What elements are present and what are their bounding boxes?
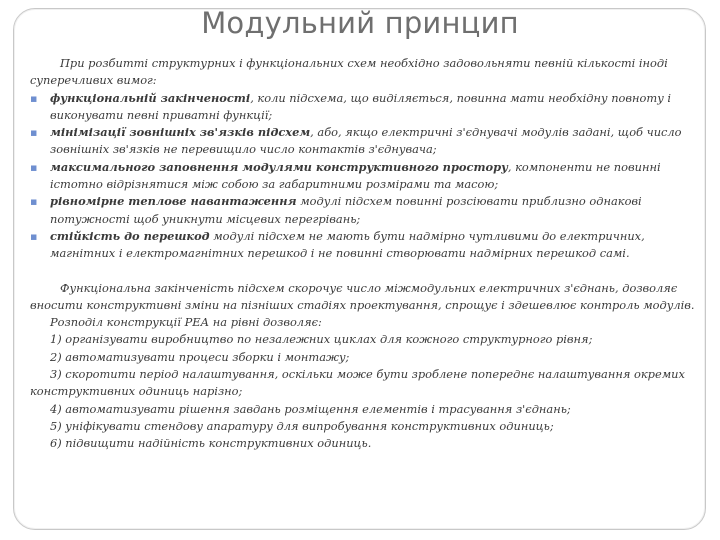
bullet-text: модулі підсхем повинні розсіювати приблизно однакові потужності щоб уникнути місцевих перегрівань; [50, 194, 642, 226]
numbered-item: 5) уніфікувати стендову апаратуру для випробування конструктивних одиниць; [50, 418, 554, 433]
slide-body [30, 55, 698, 453]
requirements-list [30, 90, 698, 263]
list-intro: Розподіл конструкції РЕА на рівні дозволяє: [50, 315, 322, 330]
bullet-text: модулі підсхем не мають бути надмірно чутливими до електричних, магнітних і електромагнітних перешкод і не повинні створювати надмірних перешкод самі. [50, 228, 645, 261]
list-item [30, 159, 698, 194]
bullet-text: , коли підсхема, що виділяється, повинна мати необхідну повноту і виконувати певні приватні функції; [50, 90, 672, 122]
intro-paragraph: При розбитті структурних і функціональних схем необхідно задовольняти певній кількості іноді суперечливих вимог: [30, 56, 668, 88]
numbered-item: 2) автоматизувати процеси зборки і монтажу; [50, 349, 350, 364]
bullet-text: , або, якщо електричні з'єднувачі модулів задані, щоб число зовнішніх зв'язків не перевищило число контактів з'єднувача; [50, 125, 682, 157]
numbered-item: 4) автоматизувати рішення завдань розміщення елементів і трасування з'єднань; [50, 401, 571, 416]
numbered-item: 3) скоротити період налаштування, оскільки може бути зроблене попереднє налаштування окремих конструктивних одиниць нарізно; [30, 367, 685, 399]
bullet-icon: ▪ [30, 195, 38, 209]
bullet-text: , компоненти не повинні істотно відрізнятися між собою за габаритними розмірами та масою; [50, 159, 661, 192]
list-item [30, 228, 698, 263]
bullet-term: мінімізації зовнішніх зв'язків підсхем [50, 125, 311, 140]
spacer [30, 263, 698, 280]
bullet-icon: ▪ [30, 91, 38, 105]
numbered-item: 6) підвищити надійність конструктивних одиниць. [50, 436, 372, 451]
bullet-term: стійкість до перешкод [50, 228, 210, 243]
bullet-term: рівномірне теплове навантаження [50, 194, 297, 209]
bullet-icon: ▪ [30, 160, 38, 174]
list-item [30, 193, 698, 228]
numbered-item: 1) організувати виробництво по незалежних циклах для кожного структурного рівня; [50, 332, 593, 347]
bullet-icon: ▪ [30, 126, 38, 140]
page-title: Модульний принцип [201, 6, 519, 40]
bullet-icon: ▪ [30, 229, 38, 243]
bullet-term: функціональній закінченості [50, 90, 251, 105]
list-item [30, 90, 698, 125]
list-item [30, 124, 698, 159]
functional-completeness-paragraph: Функціональна закінченість підсхем скорочує число міжмодульних електричних з'єднань, дозволяє вносити конструктивні зміни на пізніших стадіях проектування, спрощує і здешевлює контроль модулів. [30, 280, 695, 312]
bullet-term: максимального заповнення модулями конструктивного простору [50, 159, 508, 174]
